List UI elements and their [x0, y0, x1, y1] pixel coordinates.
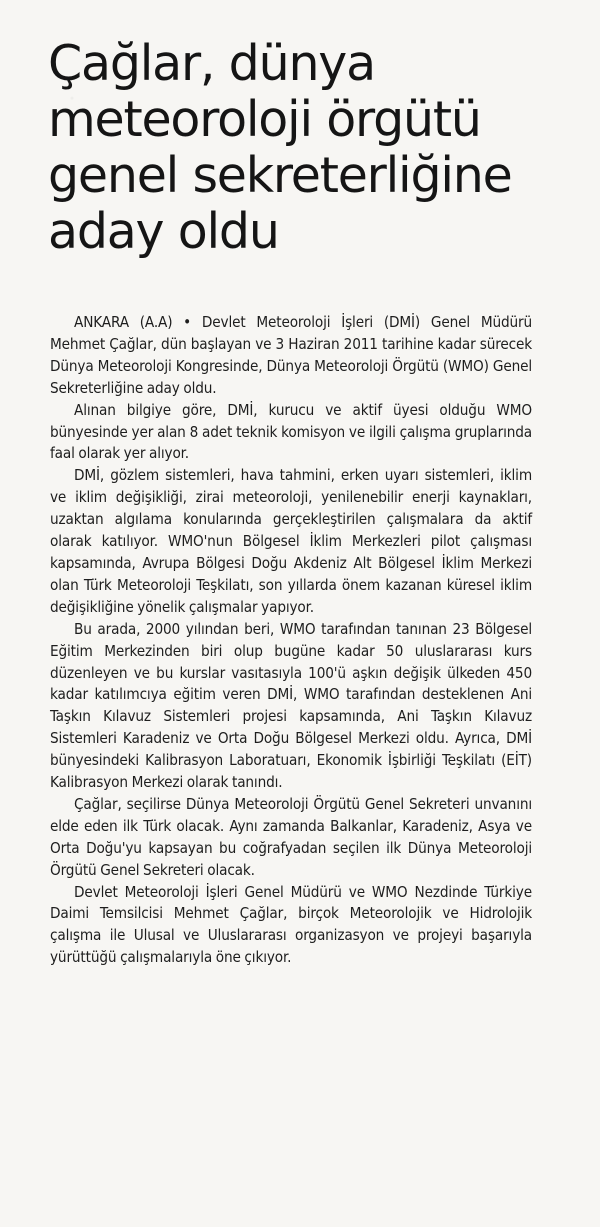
- article-body: [50, 312, 532, 969]
- headline-line: aday oldu: [48, 203, 279, 260]
- article-paragraph: DMİ, gözlem sistemleri, hava tahmini, erken uyarı sistemleri, iklim ve iklim değişikliği, zirai meteoroloji, yenilenebilir enerji kaynakları, uzaktan algılama konularında gerçekleştirilen çalışmalara da aktif olarak katılıyor. WMO'nun Bölgesel İklim Merkezleri pilot çalışması kapsamında, Avrupa Bölgesi Doğu Akdeniz Alt Bölgesel İklim Merkezi olan Türk Meteoroloji Teşkilatı, son yıllarda önem kazanan küresel iklim değişikliğine yönelik çalışmalar yapıyor.: [50, 466, 532, 616]
- headline-line: Çağlar, dünya: [48, 35, 375, 92]
- headline-line: meteoroloji örgütü: [48, 91, 481, 148]
- article-paragraph: Çağlar, seçilirse Dünya Meteoroloji Örgütü Genel Sekreteri unvanını elde eden ilk Türk olacak. Aynı zamanda Balkanlar, Karadeniz, Asya ve Orta Doğu'yu kapsayan bu coğrafyadan seçilen ilk Dünya Meteoroloji Örgütü Genel Sekreteri olacak.: [50, 794, 532, 879]
- article-paragraph: ANKARA (A.A) • Devlet Meteoroloji İşleri (DMİ) Genel Müdürü Mehmet Çağlar, dün başlayan ve 3 Haziran 2011 tarihine kadar sürecek Dünya Meteoroloji Kongresinde, Dünya Meteoroloji Örgütü (WMO) Genel Sekreterliğine aday oldu.: [50, 313, 532, 397]
- article-paragraph: Devlet Meteoroloji İşleri Genel Müdürü ve WMO Nezdinde Türkiye Daimi Temsilcisi Mehmet Çağlar, birçok Meteorolojik ve Hidrolojik çalışma ile Ulusal ve Uluslararası organizasyon ve projeyi başarıyla yürüttüğü çalışmalarıyla öne çıkıyor.: [50, 882, 532, 967]
- headline: [48, 36, 578, 260]
- article-paragraph: Bu arada, 2000 yılından beri, WMO tarafından tanınan 23 Bölgesel Eğitim Merkezinden biri olup bugüne kadar 50 uluslararası kurs düzenleyen ve bu kurslar vasıtasıyla 100'ü aşkın değişik ülkeden 450 kadar katılımcıya eğitim veren DMİ, WMO tarafından desteklenen Ani Taşkın Kılavuz Sistemleri projesi kapsamında, Ani Taşkın Kılavuz Sistemleri Karadeniz ve Orta Doğu Bölgesel Merkezi oldu. Ayrıca, DMİ bünyesindeki Kalibrasyon Laboratuarı, Ekonomik İşbirliği Teşkilatı (EİT) Kalibrasyon Merkezi olarak tanındı.: [50, 619, 532, 792]
- article-paragraph: Alınan bilgiye göre, DMİ, kurucu ve aktif üyesi olduğu WMO bünyesinde yer alan 8 adet teknik komisyon ve ilgili çalışma gruplarında faal olarak yer alıyor.: [50, 400, 532, 463]
- headline-line: genel sekreterliğine: [48, 147, 512, 204]
